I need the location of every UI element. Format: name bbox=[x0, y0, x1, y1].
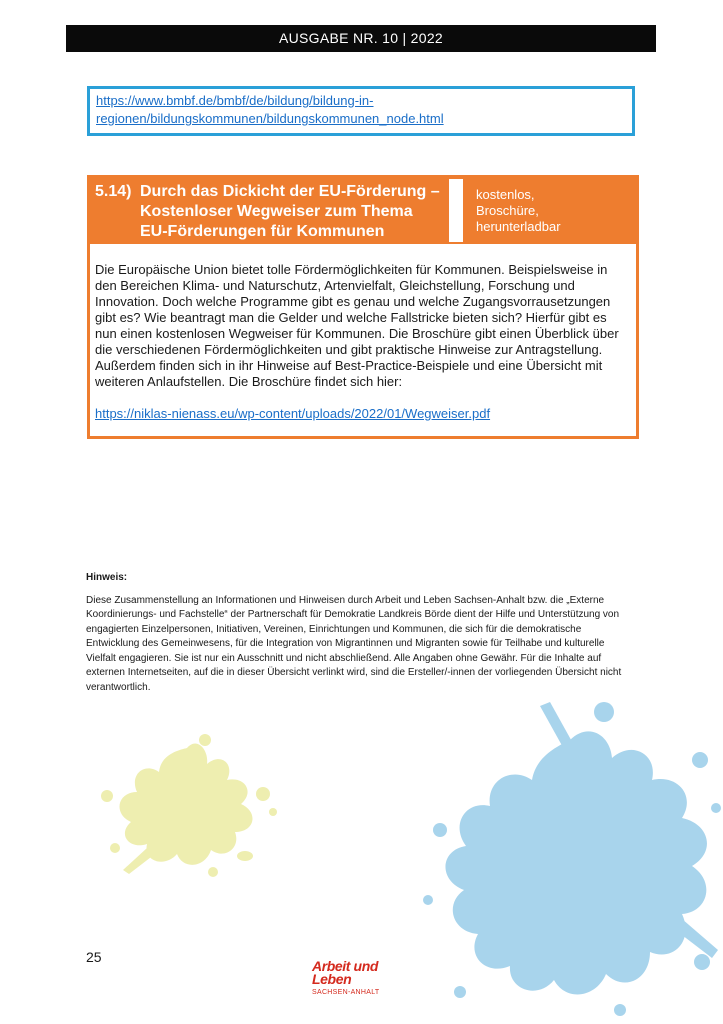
logo-line: Leben bbox=[312, 971, 352, 987]
wegweiser-link[interactable]: https://niklas-nienass.eu/wp-content/uploads/2022/01/Wegweiser.pdf bbox=[95, 406, 491, 421]
card-title-line: EU-Förderungen für Kommunen bbox=[140, 223, 385, 240]
logo-line: Arbeit und bbox=[312, 958, 378, 974]
header-separator bbox=[449, 179, 463, 242]
card-description: Die Europäische Union bietet tolle Fördermöglichkeiten für Kommunen. Beispielsweise in den Bereichen Klima- und Naturschutz, Artenvielfalt, Gleichstellung, Forschung und Innovation. Doch welche Programme gibt es genau und welche Zugangsvorrausetzungen gibt es? Wie beantragt man die Gelder und welche Fallstricke bieten sich? Hierfür gibt es nun einen kostenlosen Wegweiser für Kommunen. Die Broschüre gibt einen Überblick über die verschiedenen Fördermöglichkeiten und gibt praktische Hinweise zur Antragstellung. Außerdem finden sich in ihr Hinweise auf Best-Practice-Beispiele und eine Übersicht mit weiteren Anlaufstellen. Die Broschüre findet sich hier: bbox=[95, 262, 619, 389]
tag: kostenlos, bbox=[476, 187, 535, 202]
tag: Broschüre, bbox=[476, 203, 539, 218]
card-body bbox=[95, 262, 625, 422]
card-header bbox=[90, 178, 636, 244]
yellow-splash-decoration bbox=[95, 730, 280, 880]
tag: herunterladbar bbox=[476, 219, 561, 234]
top-link-box bbox=[87, 86, 635, 136]
funding-card bbox=[87, 175, 639, 439]
card-number: 5.14) bbox=[95, 183, 132, 200]
bmbf-link[interactable]: https://www.bmbf.de/bmbf/de/bildung/bildung-in- regionen/bildungskommunen/bildungskommunen_node.html bbox=[96, 93, 444, 126]
disclaimer bbox=[86, 571, 636, 695]
issue-header: AUSGABE NR. 10 | 2022 bbox=[66, 25, 656, 52]
blue-splash-decoration bbox=[420, 700, 723, 1020]
arbeit-und-leben-logo bbox=[312, 960, 412, 996]
page-number: 25 bbox=[86, 949, 102, 965]
disclaimer-text: Diese Zusammenstellung an Informationen und Hinweisen durch Arbeit und Leben Sachsen-Anhalt bzw. die „Externe Koordinierungs- und Fachstelle“ der Partnerschaft für Demokratie Landkreis Börde dient der Hilfe und Unterstützung von engagierten Einzelpersonen, Initiativen, Vereinen, Einrichtungen und Kommunen, die sich für die demokratische Entwicklung des Gemeinwesens, für die Integration von Migrantinnen und Migranten sowie für Teilhabe und kulturelle Vielfalt engagieren. Sie ist nur ein Ausschnitt und nicht abschließend. Alle Angaben ohne Gewähr. Für die Inhalte auf externen Internetseiten, auf die in dieser Übersicht verlinkt wird, sind die Ersteller/-innen der vorliegenden Übersicht nicht verantwortlich. bbox=[86, 594, 622, 693]
card-title-line: Kostenloser Wegweiser zum Thema bbox=[140, 203, 413, 220]
card-tags bbox=[476, 187, 626, 235]
card-title-line: Durch das Dickicht der EU-Förderung – bbox=[140, 183, 440, 200]
logo-subtitle: SACHSEN-ANHALT bbox=[312, 989, 380, 996]
disclaimer-title: Hinweis: bbox=[86, 572, 128, 583]
